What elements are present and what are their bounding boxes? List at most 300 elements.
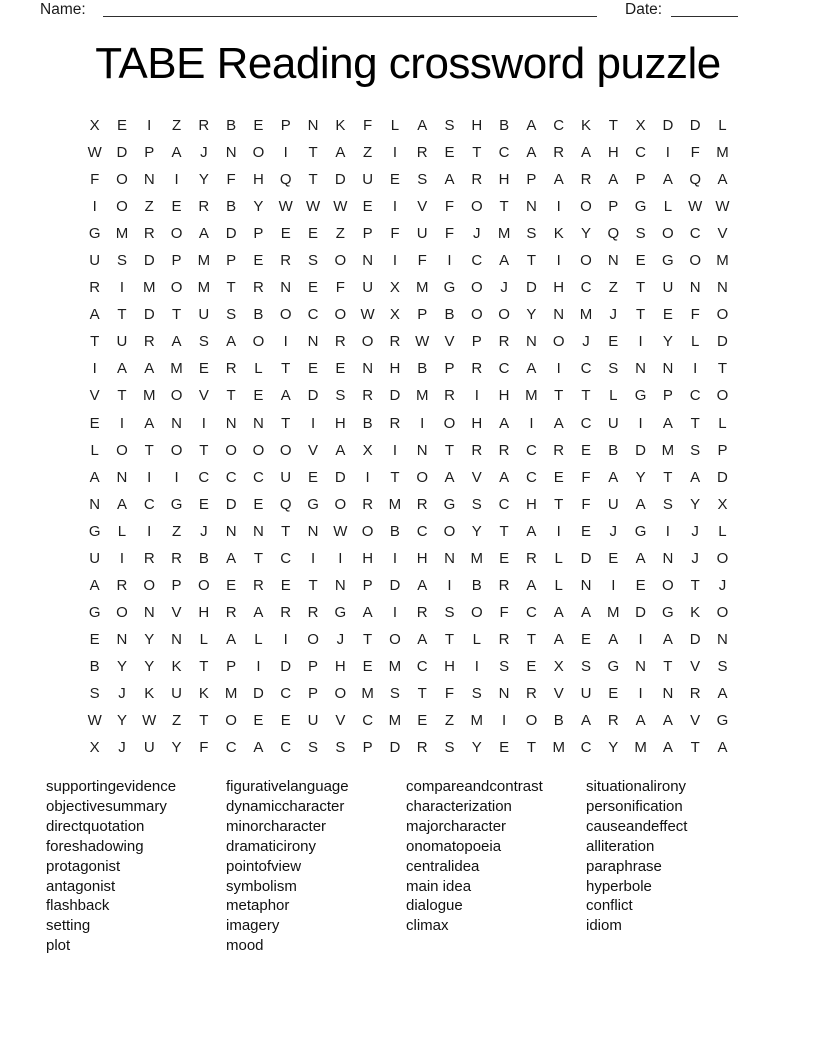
grid-cell: F [690, 306, 700, 324]
grid-cell: C [525, 603, 537, 621]
grid-cell: R [225, 603, 237, 621]
grid-cell: W [87, 144, 102, 162]
grid-cell: L [117, 522, 127, 540]
grid-cell: U [607, 414, 619, 432]
grid-cell: I [392, 603, 397, 621]
grid-cell: D [307, 387, 319, 405]
grid-cell: O [307, 630, 319, 648]
grid-cell: T [171, 306, 182, 324]
grid-cell: I [392, 441, 397, 459]
grid-cell: U [416, 225, 428, 243]
grid-cell: P [662, 387, 673, 405]
grid-cell: O [252, 333, 265, 351]
grid-cell: N [662, 360, 674, 378]
grid-cell: M [552, 739, 565, 757]
grid-cell: B [417, 360, 428, 378]
grid-cell: C [416, 657, 428, 675]
grid-cell: R [498, 333, 510, 351]
grid-cell: H [498, 387, 510, 405]
grid-cell: X [389, 306, 400, 324]
grid-cell: O [334, 495, 347, 513]
grid-cell: U [116, 333, 128, 351]
grid-cell: R [689, 685, 701, 702]
grid-cell: O [580, 252, 592, 270]
grid-cell: A [499, 252, 510, 270]
grid-cell: C [280, 685, 292, 702]
grid-cell: M [142, 387, 156, 405]
grid-cell: O [334, 252, 347, 270]
grid-cell: U [662, 279, 674, 297]
grid-cell: I [283, 630, 288, 648]
grid-cell: O [143, 576, 156, 594]
grid-cell: A [526, 144, 537, 162]
grid-cell: X [389, 279, 400, 297]
grid-cell: H [253, 171, 264, 189]
grid-cell: P [717, 441, 728, 459]
grid-cell: I [119, 279, 125, 297]
grid-cell: S [389, 685, 400, 702]
grid-cell: D [689, 117, 701, 135]
grid-cell: I [310, 549, 316, 567]
grid-cell: C [471, 252, 483, 270]
grid-cell: I [420, 414, 425, 432]
grid-cell: A [116, 495, 127, 513]
grid-cell: M [497, 225, 511, 243]
grid-cell: C [525, 468, 537, 486]
grid-cell: A [89, 468, 100, 486]
grid-cell: X [553, 657, 564, 675]
grid-cell: A [662, 414, 673, 432]
grid-cell: W [278, 198, 293, 216]
grid-cell: E [526, 657, 537, 675]
grid-cell: E [198, 495, 209, 513]
grid-cell: R [253, 576, 264, 594]
grid-cell: T [499, 522, 509, 540]
grid-cell: C [416, 522, 428, 540]
grid-cell: I [638, 630, 643, 648]
grid-cell: C [580, 414, 592, 432]
grid-cell: O [470, 279, 483, 297]
grid-cell: B [89, 657, 100, 675]
grid-cell: H [444, 657, 455, 675]
grid-cell: C [525, 441, 537, 459]
grid-cell: G [88, 522, 101, 540]
grid-cell: E [253, 387, 264, 405]
grid-cell: I [392, 198, 397, 216]
word-list-item: dynamiccharacter [226, 797, 345, 815]
grid-cell: R [280, 252, 292, 270]
grid-cell: C [362, 712, 374, 730]
grid-cell: S [89, 685, 100, 702]
grid-cell: B [362, 414, 373, 432]
grid-cell: M [361, 685, 374, 702]
grid-cell: L [691, 333, 700, 351]
grid-cell: S [690, 441, 701, 459]
grid-cell: P [308, 657, 319, 675]
grid-cell: M [525, 387, 538, 405]
grid-cell: T [417, 685, 427, 702]
word-list-item: mood [226, 937, 264, 955]
grid-cell: L [472, 630, 481, 648]
grid-cell: N [225, 414, 237, 432]
word-list-item: characterization [406, 797, 512, 815]
grid-cell: A [417, 630, 428, 648]
grid-cell: A [362, 603, 373, 621]
grid-cell: R [553, 144, 565, 162]
grid-cell: R [498, 576, 510, 594]
grid-cell: I [556, 252, 561, 270]
grid-cell: P [417, 306, 428, 324]
grid-cell: T [308, 171, 318, 189]
grid-cell: C [498, 495, 510, 513]
grid-cell: A [444, 171, 455, 189]
grid-cell: D [143, 306, 155, 324]
grid-cell: D [116, 144, 128, 162]
grid-cell: P [444, 360, 455, 378]
grid-cell: H [389, 360, 401, 378]
grid-cell: A [580, 603, 591, 621]
grid-cell: A [717, 739, 728, 757]
grid-cell: W [87, 712, 102, 730]
grid-cell: X [362, 441, 373, 459]
grid-cell: C [498, 144, 510, 162]
grid-cell: L [554, 576, 563, 594]
grid-cell: A [608, 171, 619, 189]
grid-cell: N [116, 630, 128, 648]
grid-cell: Y [116, 657, 127, 675]
grid-cell: M [224, 685, 238, 702]
grid-cell: J [691, 549, 699, 567]
grid-cell: F [581, 495, 591, 513]
grid-cell: N [307, 522, 319, 540]
grid-cell: M [716, 252, 729, 270]
grid-cell: C [198, 468, 210, 486]
grid-cell: J [500, 279, 508, 297]
grid-cell: I [119, 549, 125, 567]
grid-cell: C [689, 387, 701, 405]
grid-cell: E [253, 712, 264, 730]
grid-cell: D [389, 576, 401, 594]
grid-cell: E [580, 630, 591, 648]
grid-cell: F [690, 144, 700, 162]
grid-cell: R [307, 603, 319, 621]
grid-cell: F [581, 468, 591, 486]
grid-cell: E [308, 225, 319, 243]
word-list-item: majorcharacter [406, 817, 507, 835]
grid-cell: V [335, 712, 346, 730]
grid-cell: P [362, 576, 373, 594]
date-blank-line [671, 16, 738, 17]
grid-cell: T [308, 144, 318, 162]
header-row [0, 0, 816, 24]
grid-cell: I [147, 468, 152, 486]
grid-cell: O [252, 144, 265, 162]
grid-cell: U [89, 549, 101, 567]
grid-cell: E [580, 441, 591, 459]
grid-cell: A [253, 603, 264, 621]
grid-cell: S [226, 306, 237, 324]
grid-cell: Y [171, 739, 182, 757]
grid-cell: A [335, 144, 346, 162]
grid-cell: Y [198, 171, 209, 189]
page-title: TABE Reading crossword puzzle [95, 39, 721, 88]
grid-cell: A [499, 414, 510, 432]
grid-cell: E [253, 117, 264, 135]
grid-cell: G [607, 657, 620, 675]
grid-cell: R [498, 630, 510, 648]
grid-cell: V [690, 657, 701, 675]
grid-cell: Z [363, 144, 373, 162]
grid-cell: C [253, 468, 264, 486]
grid-cell: G [716, 712, 729, 730]
grid-cell: E [389, 171, 400, 189]
grid-cell: F [417, 252, 427, 270]
grid-cell: P [226, 252, 237, 270]
grid-cell: S [717, 657, 728, 675]
grid-cell: B [553, 712, 564, 730]
grid-cell: L [199, 630, 208, 648]
grid-cell: I [92, 360, 97, 378]
grid-cell: S [444, 603, 455, 621]
grid-cell: S [335, 739, 346, 757]
grid-cell: I [174, 171, 179, 189]
grid-cell: A [226, 333, 237, 351]
grid-cell: D [389, 739, 401, 757]
grid-cell: I [638, 685, 643, 702]
grid-cell: D [635, 603, 646, 621]
grid-cell: T [444, 630, 455, 648]
grid-cell: S [335, 387, 346, 405]
grid-cell: R [116, 576, 128, 594]
grid-cell: E [499, 549, 510, 567]
grid-cell: M [579, 306, 593, 324]
grid-cell: E [662, 306, 673, 324]
word-list-item: dialogue [406, 897, 463, 915]
grid-cell: E [89, 414, 100, 432]
grid-cell: D [580, 549, 592, 567]
grid-cell: S [499, 657, 510, 675]
grid-cell: N [253, 414, 264, 432]
grid-cell: O [443, 414, 456, 432]
grid-cell: V [471, 468, 482, 486]
grid-cell: N [498, 685, 510, 702]
grid-cell: N [171, 630, 182, 648]
grid-cell: F [390, 225, 400, 243]
grid-cell: J [582, 333, 590, 351]
grid-cell: S [308, 252, 319, 270]
grid-cell: R [444, 387, 455, 405]
grid-cell: R [416, 495, 428, 513]
grid-cell: L [90, 441, 99, 459]
grid-cell: M [197, 279, 211, 297]
grid-cell: B [389, 522, 400, 540]
grid-cell: A [335, 441, 346, 459]
grid-cell: A [198, 225, 209, 243]
grid-cell: N [307, 333, 319, 351]
grid-cell: I [474, 657, 479, 675]
grid-cell: S [417, 171, 428, 189]
grid-cell: N [553, 306, 565, 324]
grid-cell: O [198, 576, 210, 594]
grid-cell: A [499, 468, 510, 486]
word-list-item: onomatopoeia [406, 837, 502, 855]
grid-cell: P [526, 171, 537, 189]
word-list-item: main idea [406, 877, 472, 895]
grid-cell: P [171, 252, 182, 270]
grid-cell: O [116, 198, 128, 216]
grid-cell: A [526, 360, 537, 378]
grid-cell: W [715, 198, 730, 216]
grid-cell: R [225, 360, 237, 378]
grid-cell: I [638, 414, 643, 432]
grid-cell: C [280, 739, 292, 757]
grid-cell: A [144, 414, 155, 432]
grid-cell: O [225, 712, 237, 730]
grid-cell: E [635, 576, 646, 594]
grid-cell: T [499, 198, 509, 216]
grid-cell: N [89, 495, 101, 513]
grid-cell: T [281, 522, 291, 540]
grid-cell: S [471, 495, 482, 513]
grid-cell: Y [116, 712, 127, 730]
grid-cell: C [580, 739, 592, 757]
grid-cell: A [580, 712, 591, 730]
grid-cell: P [144, 144, 155, 162]
grid-cell: E [308, 279, 319, 297]
word-list-item: centralidea [406, 857, 480, 875]
grid-cell: U [307, 712, 319, 730]
grid-cell: T [199, 441, 209, 459]
grid-cell: Y [526, 306, 537, 324]
grid-cell: R [362, 387, 374, 405]
grid-cell: B [226, 117, 237, 135]
grid-cell: T [526, 252, 536, 270]
grid-cell: K [198, 685, 209, 702]
grid-cell: E [362, 657, 373, 675]
grid-cell: I [147, 117, 152, 135]
grid-cell: I [338, 549, 343, 567]
grid-cell: J [609, 522, 618, 540]
grid-cell: T [526, 630, 536, 648]
grid-cell: V [717, 225, 728, 243]
grid-cell: E [198, 360, 209, 378]
grid-cell: L [254, 360, 263, 378]
grid-cell: I [147, 522, 152, 540]
grid-cell: O [689, 252, 702, 270]
grid-cell: N [662, 685, 674, 702]
grid-cell: O [443, 522, 456, 540]
grid-cell: D [280, 657, 292, 675]
grid-cell: I [310, 414, 316, 432]
grid-cell: D [389, 387, 401, 405]
grid-cell: O [470, 603, 483, 621]
grid-cell: O [525, 712, 538, 730]
grid-cell: E [580, 522, 591, 540]
grid-cell: J [200, 144, 208, 162]
grid-cell: R [143, 549, 155, 567]
grid-cell: J [473, 225, 481, 243]
grid-cell: N [635, 360, 646, 378]
grid-cell: R [416, 739, 428, 757]
grid-cell: A [226, 549, 237, 567]
grid-cell: B [253, 306, 264, 324]
grid-cell: A [690, 468, 701, 486]
grid-cell: T [199, 712, 209, 730]
grid-cell: A [171, 144, 182, 162]
grid-cell: N [362, 252, 374, 270]
grid-cell: O [170, 225, 183, 243]
grid-cell: W [688, 198, 703, 216]
grid-cell: A [553, 603, 564, 621]
grid-cell: C [580, 279, 592, 297]
grid-cell: O [361, 333, 374, 351]
grid-cell: G [307, 495, 319, 513]
grid-cell: Q [689, 171, 702, 189]
grid-cell: U [171, 685, 182, 702]
grid-cell: H [198, 603, 210, 621]
grid-cell: Z [444, 712, 455, 730]
grid-cell: G [443, 495, 456, 513]
grid-cell: T [636, 306, 646, 324]
grid-cell: R [607, 712, 619, 730]
word-list-item: causeandeffect [586, 817, 688, 835]
grid-cell: F [499, 603, 509, 621]
grid-cell: T [308, 576, 318, 594]
grid-cell: D [635, 441, 646, 459]
grid-cell: N [253, 522, 264, 540]
grid-cell: I [665, 522, 670, 540]
word-list [0, 777, 816, 977]
grid-cell: B [444, 306, 455, 324]
grid-cell: I [474, 387, 479, 405]
grid-cell: B [226, 198, 237, 216]
grid-cell: I [611, 576, 616, 594]
grid-cell: T [636, 279, 646, 297]
grid-cell: D [717, 468, 728, 486]
grid-cell: A [417, 117, 428, 135]
grid-cell: A [526, 522, 537, 540]
grid-cell: R [362, 495, 374, 513]
grid-cell: U [143, 739, 155, 757]
word-list-item: personification [586, 797, 683, 815]
grid-cell: P [308, 685, 319, 702]
grid-cell: J [118, 739, 126, 757]
grid-cell: A [662, 712, 673, 730]
grid-cell: M [415, 279, 429, 297]
word-list-column-4 [586, 777, 764, 936]
grid-cell: U [280, 468, 292, 486]
grid-cell: A [635, 712, 646, 730]
word-list-item: protagonist [46, 857, 121, 875]
grid-cell: E [171, 198, 182, 216]
word-list-item: metaphor [226, 897, 290, 915]
grid-cell: S [635, 225, 646, 243]
grid-cell: A [580, 144, 591, 162]
grid-cell: R [280, 603, 292, 621]
grid-cell: E [280, 576, 291, 594]
grid-cell: D [225, 495, 237, 513]
grid-cell: O [361, 522, 374, 540]
grid-cell: S [308, 739, 319, 757]
grid-cell: X [89, 739, 100, 757]
grid-cell: G [634, 387, 647, 405]
grid-cell: V [171, 603, 182, 621]
grid-cell: F [444, 198, 455, 216]
grid-cell: S [198, 333, 209, 351]
grid-cell: R [416, 144, 428, 162]
grid-cell: P [635, 171, 646, 189]
grid-cell: E [417, 712, 428, 730]
